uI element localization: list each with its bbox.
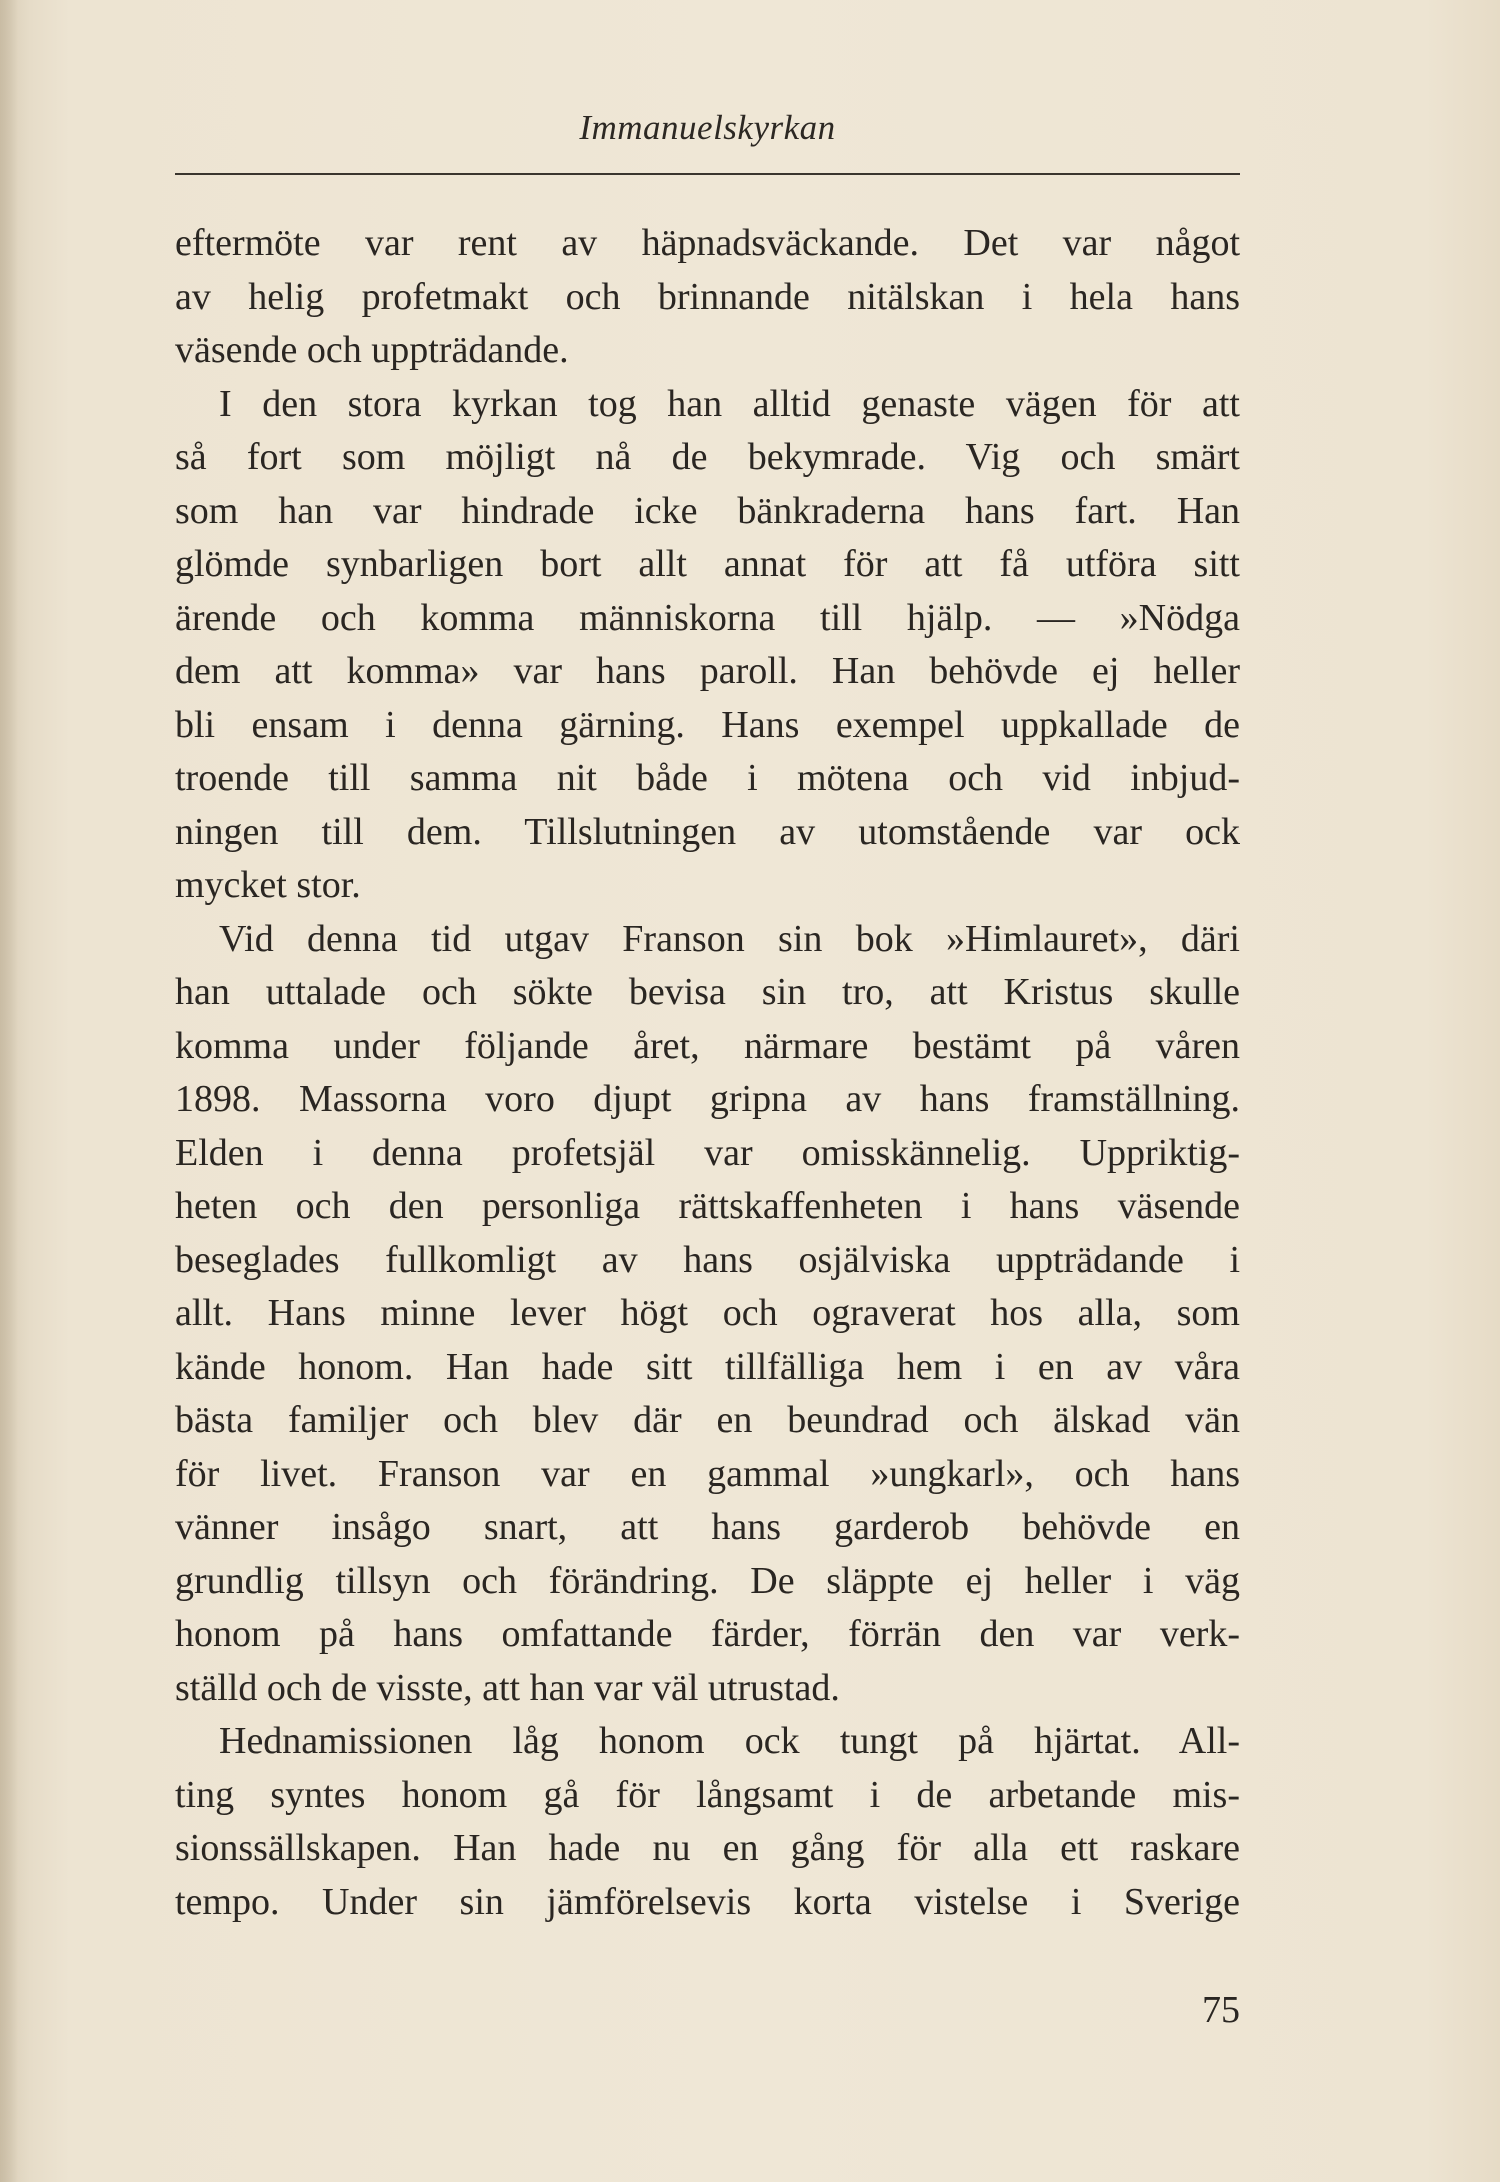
text-line: allt. Hans minne lever högt och ograverat hos alla, som [175, 1292, 1240, 1334]
text-line: tempo. Under sin jämförelsevis korta vistelse i Sverige [175, 1880, 1240, 1923]
text-line: ärende och komma människorna till hjälp. — »Nödga [175, 596, 1240, 639]
text-line: heten och den personliga rättskaffenheten i hans väsende [175, 1185, 1240, 1227]
text-line: sionssällskapen. Han hade nu en gång för alla ett raskare [175, 1827, 1240, 1869]
text-line: eftermöte var rent av häpnadsväckande. Det var något [175, 222, 1240, 264]
text-line: glömde synbarligen bort allt annat för att få utföra sitt [175, 543, 1240, 585]
text-line: 1898. Massorna voro djupt gripna av hans framställning. [175, 1078, 1240, 1120]
text-line: ställd och de visste, att han var väl utrustad. [175, 1666, 840, 1709]
text-line: så fort som möjligt nå de bekymrade. Vig och smärt [175, 436, 1240, 478]
text-line: ningen till dem. Tillslutningen av utomstående var ock [175, 810, 1240, 853]
text-line: kände honom. Han hade sitt tillfälliga hem i en av våra [175, 1345, 1240, 1388]
text-line: vänner insågo snart, att hans garderob behövde en [175, 1506, 1240, 1548]
text-line: Vid denna tid utgav Franson sin bok »Himlauret», däri [219, 917, 1240, 960]
header-rule [175, 173, 1240, 175]
text-line: väsende och uppträdande. [175, 329, 569, 371]
text-line: ting syntes honom gå för långsamt i de arbetande mis- [175, 1773, 1240, 1816]
text-line: grundlig tillsyn och förändring. De släppte ej heller i väg [175, 1559, 1240, 1602]
text-line: honom på hans omfattande färder, förrän den var verk- [175, 1613, 1240, 1655]
text-line: bästa familjer och blev där en beundrad och älskad vän [175, 1399, 1240, 1441]
text-line: som han var hindrade icke bänkraderna hans fart. Han [175, 489, 1240, 532]
text-line: mycket stor. [175, 864, 361, 906]
text-line: av helig profetmakt och brinnande nitälskan i hela hans [175, 275, 1240, 318]
text-line: för livet. Franson var en gammal »ungkarl», och hans [175, 1452, 1240, 1495]
gutter-shadow [0, 0, 18, 2182]
text-line: han uttalade och sökte bevisa sin tro, att Kristus skulle [175, 971, 1240, 1013]
text-line: troende till samma nit både i mötena och vid inbjud- [175, 757, 1240, 799]
text-line: bli ensam i denna gärning. Hans exempel uppkallade de [175, 703, 1240, 746]
text-line: komma under följande året, närmare bestämt på våren [175, 1024, 1240, 1067]
text-line: dem att komma» var hans paroll. Han behövde ej heller [175, 650, 1240, 692]
page-number: 75 [1202, 1989, 1240, 2031]
running-head: Immanuelskyrkan [579, 108, 836, 147]
text-line: I den stora kyrkan tog han alltid genaste vägen för att [219, 382, 1240, 425]
body-text [175, 217, 1240, 1929]
text-line: Hednamissionen låg honom ock tungt på hjärtat. All- [219, 1720, 1240, 1762]
text-line: Elden i denna profetsjäl var omisskännelig. Uppriktig- [175, 1131, 1240, 1174]
text-line: beseglades fullkomligt av hans osjälviska uppträdande i [175, 1238, 1240, 1281]
